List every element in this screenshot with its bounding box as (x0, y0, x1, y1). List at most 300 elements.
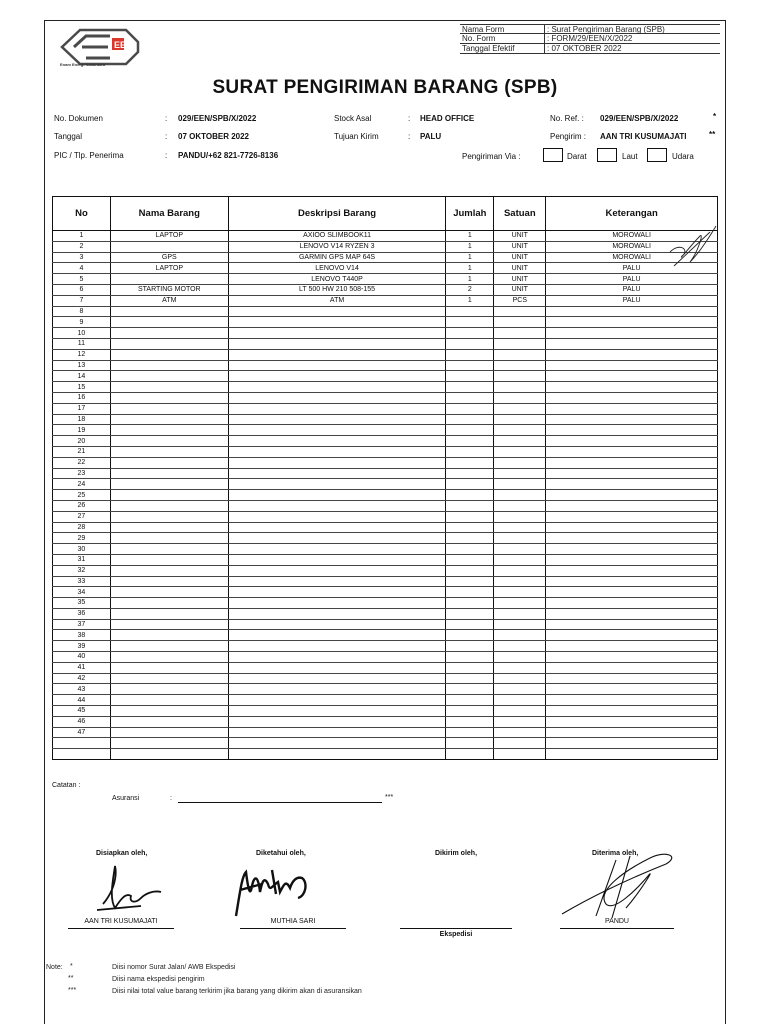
catatan-label: Catatan : (52, 782, 81, 789)
cell-jumlah (446, 587, 494, 598)
cell-nama-barang (110, 619, 228, 630)
cell-keterangan (546, 360, 718, 371)
cell-jumlah (446, 749, 494, 760)
table-row (53, 338, 718, 349)
table-row (53, 371, 718, 382)
table-row (53, 317, 718, 328)
cell-deskripsi (228, 706, 446, 717)
cell-keterangan (546, 338, 718, 349)
cell-keterangan (546, 652, 718, 663)
form-info-value: : FORM/29/EEN/X/2022 (547, 34, 633, 43)
cell-deskripsi (228, 317, 446, 328)
table-row (53, 598, 718, 609)
cell-nama-barang (110, 673, 228, 684)
cell-keterangan (546, 500, 718, 511)
sign-line-disiapkan (68, 928, 174, 929)
cell-satuan (494, 500, 546, 511)
document-title: SURAT PENGIRIMAN BARANG (SPB) (212, 77, 558, 98)
cell-no: 29 (53, 533, 111, 544)
cell-no: 35 (53, 598, 111, 609)
note-text: Diisi nilai total value barang terkirim jika barang yang dikirim akan di asuransikan (112, 988, 362, 995)
cell-keterangan: MOROWALI (546, 241, 718, 252)
cell-jumlah (446, 479, 494, 490)
cell-jumlah (446, 522, 494, 533)
logo-mark: EEN (114, 40, 133, 50)
cell-satuan (494, 738, 546, 749)
cell-satuan (494, 695, 546, 706)
cell-deskripsi (228, 716, 446, 727)
table-row (53, 533, 718, 544)
cell-deskripsi (228, 360, 446, 371)
cell-deskripsi (228, 338, 446, 349)
diterima-name: PANDU (605, 918, 629, 925)
cell-jumlah (446, 544, 494, 555)
cell-deskripsi (228, 695, 446, 706)
cell-nama-barang (110, 328, 228, 339)
cell-no: 43 (53, 684, 111, 695)
via-udara-label: Udara (672, 152, 694, 161)
table-row (53, 706, 718, 717)
cell-keterangan (546, 349, 718, 360)
cell-no: 7 (53, 295, 111, 306)
colon: : (408, 114, 411, 123)
form-info-key: Nama Form (460, 25, 545, 33)
cell-no: 40 (53, 652, 111, 663)
cell-keterangan (546, 490, 718, 501)
cell-satuan (494, 565, 546, 576)
table-row (53, 231, 718, 242)
asuransi-mark: *** (385, 794, 394, 801)
form-info-value: : Surat Pengiriman Barang (SPB) (547, 25, 665, 34)
note-mark: ** (68, 975, 74, 982)
cell-nama-barang: GPS (110, 252, 228, 263)
cell-nama-barang (110, 511, 228, 522)
no-ref-value: 029/EEN/SPB/X/2022 (600, 114, 679, 123)
cell-deskripsi (228, 533, 446, 544)
cell-satuan: UNIT (494, 252, 546, 263)
cell-keterangan (546, 576, 718, 587)
table-row (53, 479, 718, 490)
cell-no: 24 (53, 479, 111, 490)
table-row (53, 490, 718, 501)
colon: : (165, 114, 168, 123)
cell-nama-barang (110, 490, 228, 501)
cell-nama-barang: LAPTOP (110, 263, 228, 274)
cell-no: 42 (53, 673, 111, 684)
cell-nama-barang (110, 630, 228, 641)
table-row (53, 436, 718, 447)
cell-jumlah (446, 630, 494, 641)
pic-label: PIC / Tlp. Penerima (54, 151, 124, 160)
table-row (53, 565, 718, 576)
cell-keterangan (546, 306, 718, 317)
table-row (53, 695, 718, 706)
cell-keterangan (546, 587, 718, 598)
cell-no: 38 (53, 630, 111, 641)
table-row (53, 727, 718, 738)
form-info-key: Tanggal Efektif (460, 44, 545, 53)
cell-keterangan (546, 403, 718, 414)
cell-no: 11 (53, 338, 111, 349)
via-laut-checkbox[interactable] (597, 148, 617, 162)
diterima-label: Diterima oleh, (592, 850, 639, 857)
cell-jumlah (446, 619, 494, 630)
colon: : (165, 151, 168, 160)
items-table (52, 196, 718, 760)
cell-no: 15 (53, 382, 111, 393)
cell-jumlah (446, 727, 494, 738)
cell-satuan: UNIT (494, 284, 546, 295)
cell-no: 26 (53, 500, 111, 511)
cell-no: 5 (53, 274, 111, 285)
cell-keterangan (546, 392, 718, 403)
table-row (53, 425, 718, 436)
no-dokumen-label: No. Dokumen (54, 114, 103, 123)
form-info-value: : 07 OKTOBER 2022 (547, 44, 622, 53)
cell-keterangan (546, 544, 718, 555)
cell-deskripsi (228, 522, 446, 533)
table-row (53, 457, 718, 468)
cell-nama-barang (110, 533, 228, 544)
table-row (53, 446, 718, 457)
cell-satuan (494, 533, 546, 544)
cell-jumlah (446, 500, 494, 511)
cell-keterangan (546, 522, 718, 533)
cell-deskripsi (228, 425, 446, 436)
cell-keterangan (546, 371, 718, 382)
table-row (53, 511, 718, 522)
cell-nama-barang (110, 706, 228, 717)
cell-no: 13 (53, 360, 111, 371)
cell-jumlah (446, 652, 494, 663)
cell-jumlah (446, 662, 494, 673)
cell-deskripsi (228, 641, 446, 652)
cell-nama-barang: STARTING MOTOR (110, 284, 228, 295)
cell-jumlah (446, 716, 494, 727)
cell-jumlah (446, 317, 494, 328)
table-row (53, 252, 718, 263)
cell-nama-barang (110, 738, 228, 749)
cell-deskripsi (228, 554, 446, 565)
cell-satuan (494, 608, 546, 619)
cell-deskripsi (228, 598, 446, 609)
cell-jumlah: 1 (446, 241, 494, 252)
sign-line-diterima (560, 928, 674, 929)
cell-satuan (494, 716, 546, 727)
note-mark: * (70, 963, 73, 970)
cell-satuan: UNIT (494, 241, 546, 252)
cell-keterangan (546, 727, 718, 738)
stock-asal-value: HEAD OFFICE (420, 114, 475, 123)
cell-keterangan (546, 446, 718, 457)
via-laut-label: Laut (622, 152, 638, 161)
cell-jumlah: 1 (446, 231, 494, 242)
cell-no: 16 (53, 392, 111, 403)
cell-deskripsi (228, 576, 446, 587)
cell-nama-barang (110, 565, 228, 576)
cell-deskripsi (228, 500, 446, 511)
table-row (53, 630, 718, 641)
cell-keterangan (546, 554, 718, 565)
cell-jumlah (446, 695, 494, 706)
table-row (53, 673, 718, 684)
cell-satuan (494, 641, 546, 652)
table-row (53, 587, 718, 598)
table-row (53, 522, 718, 533)
cell-satuan (494, 652, 546, 663)
cell-keterangan: PALU (546, 263, 718, 274)
cell-satuan (494, 446, 546, 457)
cell-satuan (494, 554, 546, 565)
cell-keterangan: PALU (546, 274, 718, 285)
cell-deskripsi (228, 328, 446, 339)
cell-keterangan: PALU (546, 284, 718, 295)
cell-satuan (494, 727, 546, 738)
cell-jumlah (446, 403, 494, 414)
cell-nama-barang (110, 360, 228, 371)
cell-deskripsi (228, 414, 446, 425)
signature-diketahui (232, 862, 332, 920)
cell-keterangan (546, 479, 718, 490)
cell-deskripsi (228, 727, 446, 738)
cell-keterangan: MOROWALI (546, 252, 718, 263)
cell-nama-barang (110, 554, 228, 565)
cell-keterangan (546, 706, 718, 717)
cell-nama-barang (110, 425, 228, 436)
table-row (53, 554, 718, 565)
cell-no: 41 (53, 662, 111, 673)
cell-satuan: UNIT (494, 231, 546, 242)
cell-jumlah (446, 446, 494, 457)
cell-jumlah: 1 (446, 263, 494, 274)
cell-jumlah (446, 490, 494, 501)
cell-nama-barang (110, 392, 228, 403)
cell-no: 12 (53, 349, 111, 360)
cell-nama-barang (110, 436, 228, 447)
diketahui-label: Diketahui oleh, (256, 850, 306, 857)
table-row (53, 684, 718, 695)
table-row (53, 241, 718, 252)
cell-nama-barang: ATM (110, 295, 228, 306)
asuransi-label: Asuransi (112, 795, 140, 802)
cell-jumlah (446, 457, 494, 468)
stock-asal-label: Stock Asal (334, 114, 372, 123)
cell-nama-barang (110, 371, 228, 382)
via-label: Pengiriman Via : (462, 152, 521, 161)
via-udara-checkbox[interactable] (647, 148, 667, 162)
table-row (53, 295, 718, 306)
cell-no: 46 (53, 716, 111, 727)
cell-nama-barang (110, 598, 228, 609)
signature-disiapkan (95, 860, 165, 916)
cell-satuan (494, 576, 546, 587)
cell-satuan: UNIT (494, 274, 546, 285)
table-row (53, 360, 718, 371)
cell-jumlah (446, 565, 494, 576)
table-row (53, 328, 718, 339)
cell-nama-barang (110, 576, 228, 587)
table-row (53, 608, 718, 619)
cell-keterangan (546, 511, 718, 522)
cell-deskripsi (228, 684, 446, 695)
cell-satuan (494, 544, 546, 555)
colon: : (408, 132, 411, 141)
cell-deskripsi (228, 511, 446, 522)
cell-nama-barang (110, 716, 228, 727)
cell-no: 28 (53, 522, 111, 533)
cell-nama-barang (110, 338, 228, 349)
cell-nama-barang (110, 652, 228, 663)
cell-jumlah: 1 (446, 252, 494, 263)
header-satuan: Satuan (494, 197, 546, 231)
table-row (53, 749, 718, 760)
cell-nama-barang (110, 684, 228, 695)
cell-no: 9 (53, 317, 111, 328)
cell-no: 47 (53, 727, 111, 738)
cell-keterangan (546, 317, 718, 328)
table-row (53, 662, 718, 673)
table-row (53, 306, 718, 317)
cell-deskripsi (228, 587, 446, 598)
cell-keterangan (546, 382, 718, 393)
cell-no: 10 (53, 328, 111, 339)
cell-deskripsi: ATM (228, 295, 446, 306)
cell-satuan (494, 673, 546, 684)
cell-deskripsi (228, 544, 446, 555)
cell-keterangan (546, 468, 718, 479)
cell-no: 37 (53, 619, 111, 630)
cell-no: 17 (53, 403, 111, 414)
table-row (53, 641, 718, 652)
cell-deskripsi: LENOVO V14 RYZEN 3 (228, 241, 446, 252)
via-darat-checkbox[interactable] (543, 148, 563, 162)
note-label: Note: (46, 964, 63, 971)
cell-satuan (494, 360, 546, 371)
cell-nama-barang (110, 382, 228, 393)
cell-jumlah (446, 641, 494, 652)
cell-satuan (494, 425, 546, 436)
cell-deskripsi (228, 479, 446, 490)
table-header-row (53, 197, 718, 231)
cell-deskripsi (228, 630, 446, 641)
cell-no: 22 (53, 457, 111, 468)
cell-deskripsi: GARMIN GPS MAP 64S (228, 252, 446, 263)
colon: : (165, 132, 168, 141)
table-row (53, 392, 718, 403)
pic-value: PANDU/+62 821-7726-8136 (178, 151, 279, 160)
sign-line-dikirim (400, 928, 512, 929)
via-darat-label: Darat (567, 152, 587, 161)
cell-deskripsi: LENOVO T440P (228, 274, 446, 285)
table-row (53, 414, 718, 425)
header-deskripsi: Deskripsi Barang (228, 197, 446, 231)
asuransi-line (178, 802, 382, 803)
cell-satuan (494, 382, 546, 393)
cell-satuan (494, 457, 546, 468)
cell-jumlah (446, 468, 494, 479)
diketahui-name: MUTHIA SARI (270, 918, 316, 925)
cell-keterangan (546, 662, 718, 673)
cell-deskripsi (228, 371, 446, 382)
cell-nama-barang (110, 446, 228, 457)
cell-satuan (494, 479, 546, 490)
cell-jumlah (446, 533, 494, 544)
table-row (53, 403, 718, 414)
cell-keterangan (546, 738, 718, 749)
cell-deskripsi (228, 619, 446, 630)
form-info-row (460, 34, 720, 44)
cell-jumlah: 1 (446, 295, 494, 306)
cell-no: 45 (53, 706, 111, 717)
cell-nama-barang (110, 662, 228, 673)
cell-keterangan: MOROWALI (546, 231, 718, 242)
cell-keterangan (546, 608, 718, 619)
cell-jumlah (446, 608, 494, 619)
cell-satuan (494, 511, 546, 522)
cell-jumlah (446, 554, 494, 565)
cell-deskripsi (228, 457, 446, 468)
cell-nama-barang (110, 457, 228, 468)
header-no: No (53, 197, 111, 231)
cell-satuan (494, 371, 546, 382)
cell-no: 1 (53, 231, 111, 242)
cell-nama-barang (110, 544, 228, 555)
cell-satuan (494, 392, 546, 403)
cell-nama-barang (110, 500, 228, 511)
tujuan-value: PALU (420, 132, 442, 141)
table-row (53, 274, 718, 285)
table-row (53, 544, 718, 555)
cell-deskripsi (228, 468, 446, 479)
form-info-key: No. Form (460, 34, 545, 43)
cell-satuan: UNIT (494, 263, 546, 274)
cell-satuan (494, 684, 546, 695)
cell-jumlah: 1 (446, 274, 494, 285)
cell-satuan (494, 598, 546, 609)
cell-satuan (494, 403, 546, 414)
cell-nama-barang: LAPTOP (110, 231, 228, 242)
cell-no: 33 (53, 576, 111, 587)
cell-no: 19 (53, 425, 111, 436)
cell-nama-barang (110, 727, 228, 738)
cell-deskripsi (228, 349, 446, 360)
table-row (53, 468, 718, 479)
cell-keterangan (546, 619, 718, 630)
cell-deskripsi (228, 490, 446, 501)
cell-no: 27 (53, 511, 111, 522)
cell-no: 36 (53, 608, 111, 619)
cell-nama-barang (110, 522, 228, 533)
table-row (53, 738, 718, 749)
cell-nama-barang (110, 403, 228, 414)
cell-keterangan (546, 673, 718, 684)
cell-satuan (494, 490, 546, 501)
cell-jumlah (446, 436, 494, 447)
cell-deskripsi (228, 608, 446, 619)
cell-satuan (494, 414, 546, 425)
cell-deskripsi (228, 403, 446, 414)
cell-satuan: PCS (494, 295, 546, 306)
cell-no (53, 749, 111, 760)
table-row (53, 619, 718, 630)
cell-keterangan (546, 457, 718, 468)
cell-no: 34 (53, 587, 111, 598)
cell-no: 44 (53, 695, 111, 706)
cell-no: 30 (53, 544, 111, 555)
cell-jumlah (446, 349, 494, 360)
cell-deskripsi (228, 662, 446, 673)
cell-deskripsi (228, 749, 446, 760)
